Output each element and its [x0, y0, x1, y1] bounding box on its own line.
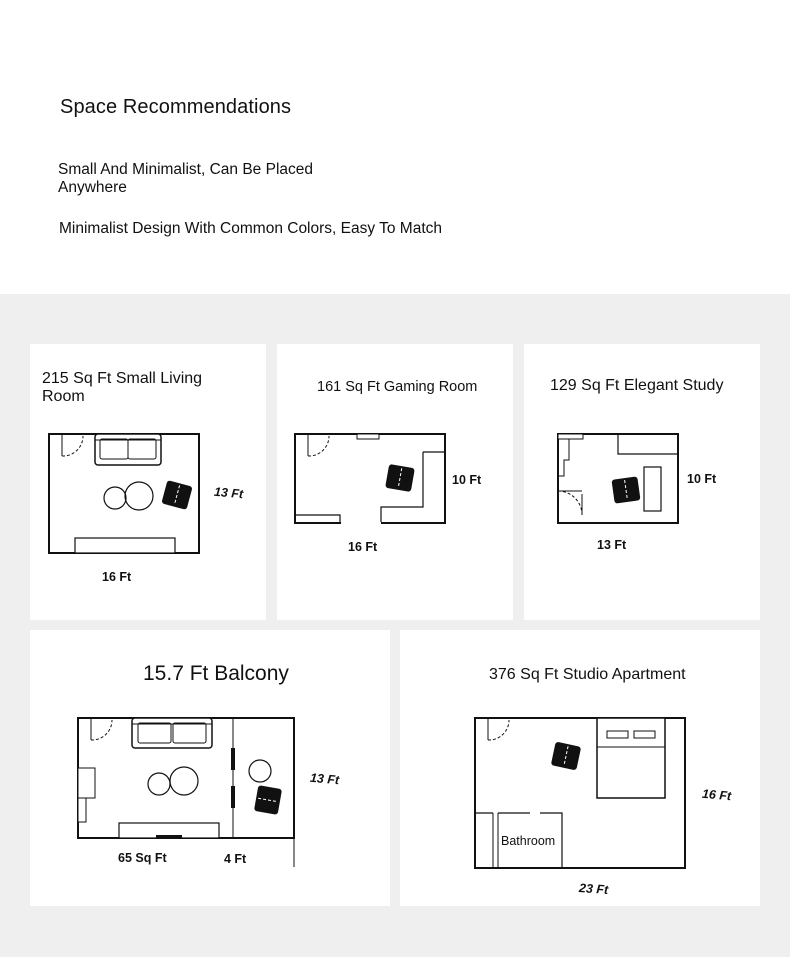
- section-title: Space Recommendations: [60, 96, 292, 118]
- floor-plan-icon: [524, 344, 760, 620]
- card-studio-apartment: [400, 630, 760, 906]
- card-title: 161 Sq Ft Gaming Room: [317, 379, 478, 395]
- dim-length: 16 Ft: [348, 540, 378, 554]
- card-title: 215 Sq Ft Small Living Room: [42, 370, 203, 405]
- sofa-icon: [95, 434, 161, 465]
- dim-length: 13 Ft: [597, 538, 627, 552]
- chair-icon: [611, 476, 640, 503]
- subtitle-minimalist-design: Minimalist Design With Common Colors, Easy To Match: [59, 220, 443, 237]
- chair-icon: [551, 742, 581, 771]
- dim-width: 13 Ft: [309, 770, 340, 788]
- dim-length: 23 Ft: [578, 880, 609, 898]
- card-title: 376 Sq Ft Studio Apartment: [489, 666, 686, 683]
- header-section: [0, 0, 790, 294]
- dim-width: 16 Ft: [701, 786, 732, 804]
- subtitle-small-minimalist: Small And Minimalist, Can Be Placed Anywhere: [58, 161, 314, 196]
- chair-icon: [254, 785, 282, 815]
- dim-width: 10 Ft: [452, 473, 482, 487]
- card-elegant-study: [524, 344, 760, 620]
- card-title: 15.7 Ft Balcony: [143, 662, 289, 685]
- floor-plan-icon: [30, 344, 266, 620]
- card-gaming-room: [277, 344, 513, 620]
- card-small-living-room: [30, 344, 266, 620]
- floor-plan-icon: [30, 630, 390, 906]
- chair-icon: [385, 464, 415, 492]
- dim-width: 13 Ft: [213, 484, 244, 502]
- card-title: 129 Sq Ft Elegant Study: [550, 377, 724, 394]
- chair-icon: [161, 480, 192, 510]
- dim-width: 10 Ft: [687, 472, 717, 486]
- dim-balcony-depth: 4 Ft: [224, 852, 247, 866]
- dim-length: 16 Ft: [102, 570, 132, 584]
- card-balcony: [30, 630, 390, 906]
- room-label-bathroom: Bathroom: [501, 834, 556, 848]
- sofa-icon: [132, 718, 212, 748]
- floor-plan-icon: [400, 630, 760, 906]
- dim-area: 65 Sq Ft: [118, 851, 167, 865]
